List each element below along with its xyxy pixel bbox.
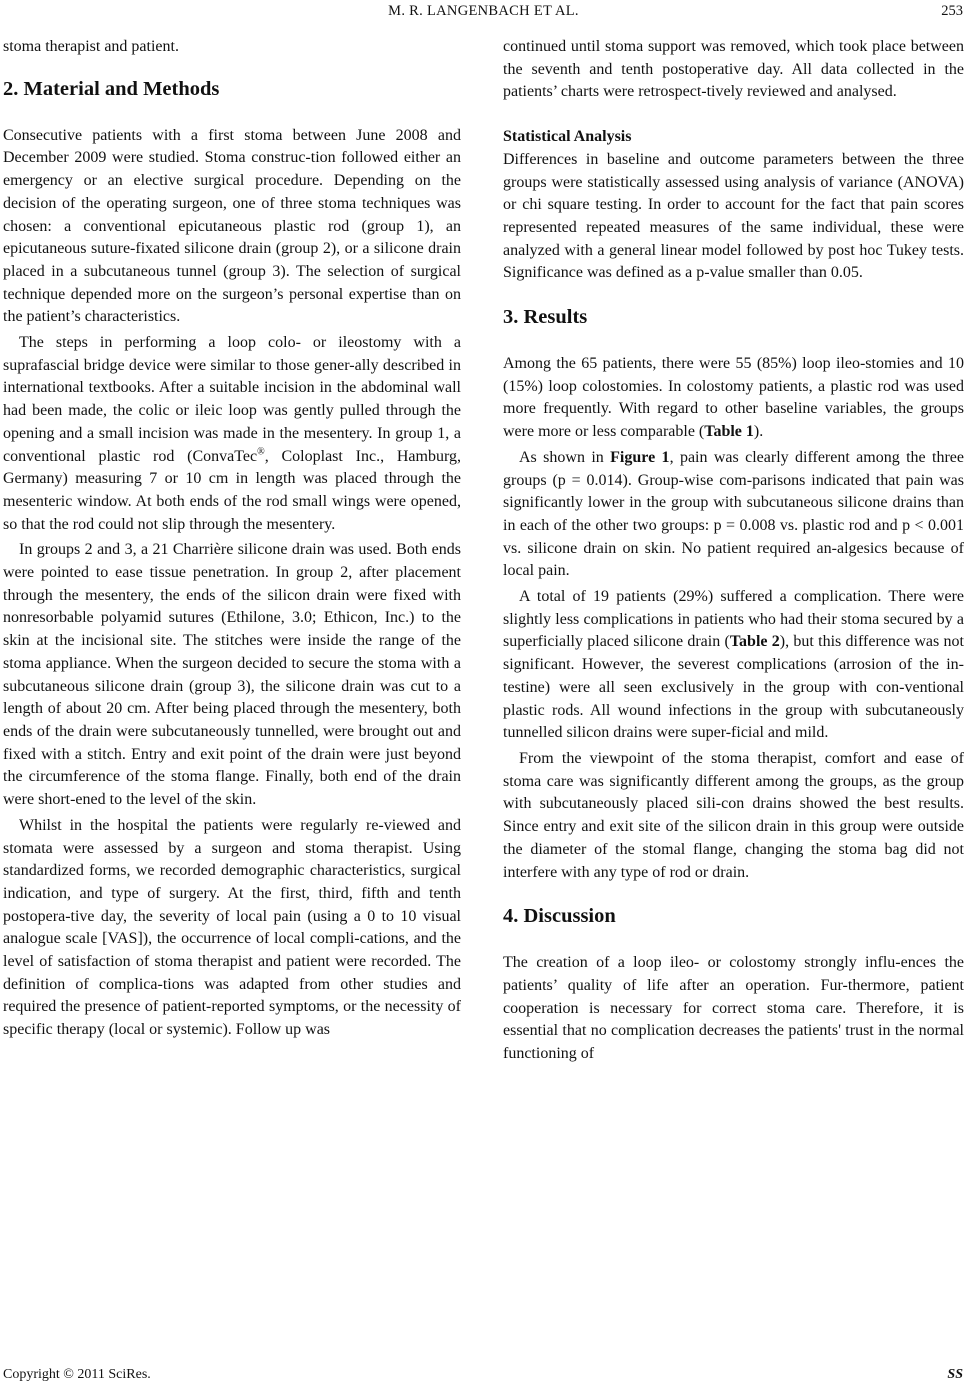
methods-paragraph-4: Whilst in the hospital the patients were regularly re-viewed and stomata were assessed by a surgeon and stoma therapist. Using standardized forms, we recorded demographic characteristics, surgical indication, and type of surgery. At the first, third, fifth and tenth postopera-tive day, the severity of local pain (using a 0 to 10 visual analogue scale [VAS]), the occurrence of local compli-cations, and the level of satisfaction of stoma therapist and patient were recorded. The definition of complica-tions was adapted from other studies and required the presence of patient-reported symptoms, or the necessity of specific therapy (local or systemic). Follow up was — [3, 816, 461, 1039]
registered-mark: ® — [257, 446, 265, 458]
results-paragraph-2-text-b: , pain was clearly different among the three groups (p = 0.014). Group-wise com-parisons indicated that pain was significantly lower in the group with subcutaneous silicone drains than in each of the other two groups: p = 0.008 vs. plastic rod and p < 0.001 vs. silicone drain on skin. No patient required an-algesics because of local pain. — [503, 448, 965, 580]
journal-abbreviation: SS — [947, 1367, 963, 1382]
statistical-analysis-heading: Statistical Analysis — [503, 128, 632, 146]
methods-paragraph-1: Consecutive patients with a first stoma between June 2008 and December 2009 were studied. Stoma construc-tion followed either an emergency or an elective surgical procedure. Depending on the decision of the operating surgeon, one of three stoma techniques was chosen: a conventional epicutaneous plastic rod (group 1), an epicutaneous suture-fixated silicone drain (group 2), or a silicone drain placed in a subcutaneous tunnel (group 3). The selection of surgical technique depended more on the surgeon’s personal expertise than on the patient’s characteristics. — [3, 126, 461, 326]
statistics-paragraph: Differences in baseline and outcome parameters between the three groups were statistically assessed using analysis of variance (ANOVA) or chi square testing. In order to account for the fact that pain scores represented repeated measures of the same individual, these were analyzed with a general linear model followed by post hoc Tukey tests. Significance was defined as a p-value smaller than 0.05. — [503, 150, 964, 282]
methods-paragraph-2-text-b: , Coloplast Inc., Hamburg, Germany) measuring 7 or 10 cm in length was placed through the mesenteric window. At both ends of the rod small wings were opened, so that the rod could not slip through the mesentery. — [3, 447, 461, 533]
figure-1-reference: Figure 1 — [610, 448, 670, 466]
methods-paragraph-2-text-a: The steps in performing a loop colo- or ileostomy with a suprafascial bridge device were similar to those gener-ally described in international textbooks. After a suitable incision in the abdominal wall had been made, the colic or ileic loop was gently pulled through the opening and a small incision was made in the mesentery. In group 1, a conventional plastic rod (ConvaTec — [3, 334, 461, 465]
copyright-notice: Copyright © 2011 SciRes. — [3, 1367, 151, 1382]
left-column — [3, 36, 461, 1042]
results-paragraph-3 — [503, 586, 964, 745]
section-4-heading: 4. Discussion — [503, 905, 616, 928]
table-2-reference: Table 2 — [729, 633, 780, 651]
methods-continued-paragraph: continued until stoma support was removed, which took place between the seventh and tenth postoperative day. All data collected in the patients’ charts were retrospect-tively reviewed and analysed. — [503, 38, 964, 101]
methods-paragraph-3: In groups 2 and 3, a 21 Charrière silicone drain was used. Both ends were pointed to ease tissue penetration. In group 2, after placement through the mesentery, the ends of the silicon drain were fixed with nonresorbable polyamid sutures (Ethilone, 3.0; Ethicon, Inc.) to the skin at the incisional site. The stitches were inside the range of the stoma appliance. When the surgeon decided to secure the stoma with a subcutaneous silicone drain (group 3), the silicone drain was cut to a length of about 20 cm. After being placed through the mesentery, both ends of the drain were subcutaneously tunnelled, were brought out and fixed with a stitch. Entry and exit point of the drain were just beyond the circumference of the stoma flange. Finally, both end of the drain were short-ened to the level of the skin. — [3, 541, 461, 809]
table-1-reference: Table 1 — [704, 423, 754, 441]
results-paragraph-1 — [503, 353, 964, 444]
results-paragraph-3-text-b: ), but this difference was not significant. However, the severest complications (arrosion of the in-testine) were all seen exclusively in the group with con-ventional plastic rods. All wound infections in the group with subcutaneously tunnelled silicon drains were super-ficial and mild. — [503, 633, 964, 742]
intro-end-paragraph: stoma therapist and patient. — [3, 38, 179, 55]
running-header — [0, 0, 967, 26]
section-3-heading: 3. Results — [503, 306, 588, 329]
results-paragraph-2-text-a: As shown in — [519, 448, 611, 466]
results-paragraph-1-text-b: ). — [753, 423, 764, 441]
methods-paragraph-2 — [3, 332, 461, 536]
right-column — [503, 36, 964, 1066]
section-2-heading: 2. Material and Methods — [3, 77, 220, 100]
results-paragraph-2 — [503, 447, 964, 583]
results-paragraph-3-text-a: A total of 19 patients (29%) suffered a complication. There were slightly less complications in patients who had their stoma secured by a superficially placed silicone drain ( — [503, 588, 964, 651]
results-paragraph-1-text-a: Among the 65 patients, there were 55 (85%) loop ileo-stomies and 10 (15%) loop colostomies. In colostomy patients, a plastic rod was used more frequently. With regard to other baseline variables, the groups were more or less comparable ( — [503, 355, 964, 441]
discussion-paragraph-1: The creation of a loop ileo- or colostomy strongly influ-ences the patients’ quality of life after an operation. Fur-thermore, patient cooperation is necessary for correct stoma care. Therefore, it is essential that no complication decreases the patients' trust in the normal functioning of — [503, 954, 964, 1063]
results-paragraph-4: From the viewpoint of the stoma therapist, comfort and ease of stoma care was significantly different among the groups, as the group with subcutaneously placed sili-con drains showed the best results. Since entry and exit site of the silicon drain in this group were outside the diameter of the stomal flange, changing the stoma bag did not interfere with any type of rod or drain. — [503, 749, 964, 881]
page-number: 253 — [941, 3, 963, 19]
running-header-authors: M. R. LANGENBACH ET AL. — [388, 3, 579, 19]
